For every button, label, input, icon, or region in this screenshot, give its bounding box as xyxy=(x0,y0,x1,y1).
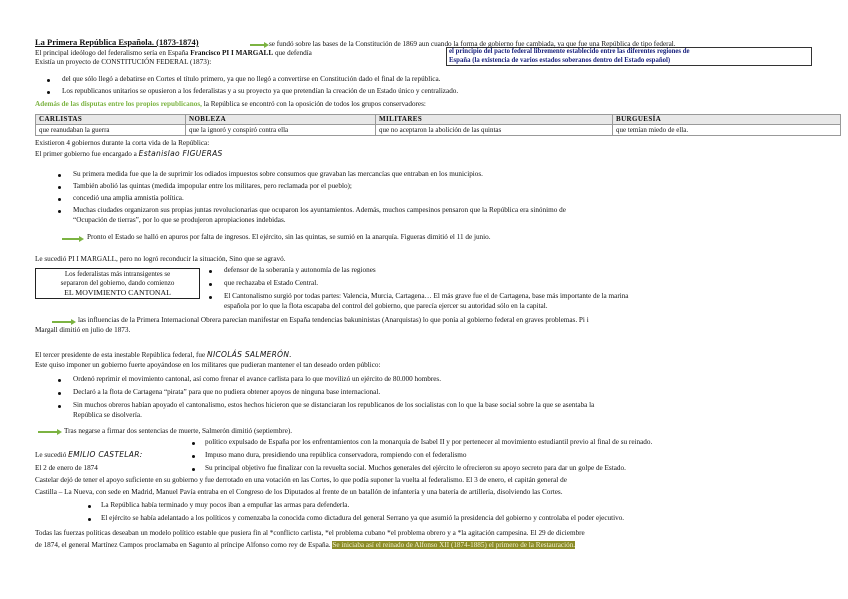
bullet-icon xyxy=(209,296,212,299)
bullet-icon xyxy=(209,283,212,286)
bullet-icon xyxy=(47,91,50,94)
figueras-bullet: También abolió las quintas (medida impopular entre los militares, pero reclamada por el pueblo); xyxy=(73,182,352,190)
ideologo-post: que defendía xyxy=(274,49,312,57)
ideologo-line xyxy=(35,49,312,58)
final-text: de 1874, el general Martínez Campos proclamaba en Sagunto al príncipe Alfonso como rey de España. xyxy=(35,541,331,549)
castelar-pre: Le sucedió xyxy=(35,451,67,459)
salmeron-bullet-cont: República se disolvería. xyxy=(73,411,142,419)
page-title: La Primera República Española. (1873-1874) xyxy=(35,37,199,47)
bullet-icon xyxy=(88,505,91,508)
table-header: NOBLEZA xyxy=(186,115,376,125)
pi-outcome-end: Margall dimitió en julio de 1873. xyxy=(35,326,131,334)
pi-bullet: defensor de la soberanía y autonomía de las regiones xyxy=(224,266,376,274)
disputas-line xyxy=(35,100,426,109)
intro-text: se fundó sobre las bases de la Constitución de 1869 aun cuando la forma de gobierno fue cambiada, ya que fue una República de tipo federal. xyxy=(269,40,676,48)
figueras-bullet: Muchas ciudades organizaron sus propias juntas revolucionarias que ocuparon los ayuntamientos. Además, muchos campesinos pensaron que la República era sinónimo de xyxy=(73,206,566,214)
ideologo-pre: El principal ideólogo del federalismo sería en España xyxy=(35,49,189,57)
cantonal-box-heading: EL MOVIMIENTO CANTONAL xyxy=(64,288,171,297)
ideologo-name: Francisco PI I MARGALL xyxy=(190,49,274,57)
figueras-bullet: concedió una amplia amnistía política. xyxy=(73,194,184,202)
note-line-2: España (la existencia de varios estados soberanos dentro del Estado español) xyxy=(449,56,671,64)
arrow-icon xyxy=(250,44,265,46)
bullet-icon xyxy=(58,405,61,408)
bullet-icon xyxy=(58,198,61,201)
cantonal-box xyxy=(35,268,200,299)
bullet-icon xyxy=(88,518,91,521)
end-bullet: El ejército se había adelantado a los políticos y comenzaba la conocida como dictadura del general Serrano ya que asumió la presidencia del gobierno y controlaba el poder ejecutivo. xyxy=(101,514,625,522)
figueras-name: Estanislao FIGUERAS xyxy=(138,149,223,158)
cantonal-box-line: separaron del gobierno, dando comienzo xyxy=(60,279,175,287)
bullet-icon xyxy=(58,186,61,189)
table-cell: que temían miedo de ella. xyxy=(613,125,841,136)
castelar-bullet: Impuso mano dura, presidiendo una república conservadora, rompiendo con el federalismo xyxy=(205,451,467,459)
table-cell: que reanudaban la guerra xyxy=(36,125,186,136)
castelar-bullet: político expulsado de España por los enfrentamientos con la monarquía de Isabel II y por pertenecer al movimiento estudiantil previo al final de su reinado. xyxy=(205,438,653,446)
intro-bullet: del que sólo llegó a debatirse en Cortes el título primero, ya que no llegó a convertirse en Constitución dado el final de la república. xyxy=(62,75,441,83)
conservative-groups-table xyxy=(35,114,841,136)
salmeron-line xyxy=(35,350,292,360)
arrow-icon xyxy=(52,321,72,323)
cantonal-box-line: Los federalistas más intransigentes se xyxy=(64,270,171,278)
restauracion-highlight: Se iniciaba así el reinado de Alfonso XII (1874-1885) el primero de la Restauración. xyxy=(332,541,576,549)
table-row xyxy=(36,125,841,136)
figueras-line xyxy=(35,149,223,159)
disputas-highlight: Además de las disputas entre los propios republicanos, xyxy=(35,100,202,108)
table-header: CARLISTAS xyxy=(36,115,186,125)
salmeron-bullet: Sin muchos obreros habían apoyado el cantonalismo, estos hechos hicieron que se distanciaran los republicanos de los socialistas con lo que la base social sobre la que se asentaba la xyxy=(73,401,595,409)
bullet-icon xyxy=(192,468,195,471)
salmeron-intro: Este quiso imponer un gobierno fuerte apoyándose en los militares que pudieran mantener el tan deseado orden público: xyxy=(35,361,381,369)
table-header: MILITARES xyxy=(376,115,613,125)
bullet-icon xyxy=(192,455,195,458)
enero-line: El 2 de enero de 1874 xyxy=(35,464,98,472)
arrow-icon xyxy=(38,431,58,433)
bullet-icon xyxy=(58,210,61,213)
proyecto-line: Existía un proyecto de CONSTITUCIÓN FEDERAL (1873): xyxy=(35,58,212,66)
table-header: BURGUESÍA xyxy=(613,115,841,125)
pi-outcome: las influencias de la Primera Internacional Obrera parecían manifestar en España tendencias bakuninistas (Anarquistas) lo que ponía al gobierno federal en graves problemas. Pi i xyxy=(78,316,589,324)
bullet-icon xyxy=(58,392,61,395)
bullet-icon xyxy=(192,442,195,445)
intro-bullet: Los republicanos unitarios se opusieron a los federalistas y a su proyecto ya que pretendían la creación de un Estado único y centralizado. xyxy=(62,87,459,95)
figueras-bullet-cont: “Ocupación de tierras”, por lo que se produjeron apropiaciones indebidas. xyxy=(73,216,286,224)
castelar-bullet: Su principal objetivo fue finalizar con la revuelta social. Muchos generales del ejército le ofrecieron su apoyo secreto para dar un golpe de Estado. xyxy=(205,464,626,472)
figueras-bullet: Su primera medida fue que la de suprimir los odiados impuestos sobre consumos que gravaban las mercancías que entraban en los municipios. xyxy=(73,170,483,178)
castelar-line xyxy=(35,450,143,460)
pi-bullet: que rechazaba el Estado Central. xyxy=(224,279,318,287)
bullet-icon xyxy=(209,270,212,273)
bullet-icon xyxy=(58,379,61,382)
end-bullet: La República había terminado y muy pocos iban a empuñar las armas para defenderla. xyxy=(101,501,350,509)
bullet-icon xyxy=(47,79,50,82)
table-cell: que la ignoró y conspiró contra ella xyxy=(186,125,376,136)
final-line-2 xyxy=(35,541,575,550)
pi-margall-line: Le sucedió PI I MARGALL, pero no logró reconducir la situación, Sino que se agravó. xyxy=(35,255,286,263)
salmeron-bullet: Declaró a la flota de Cartagena “pirata” para que no pudiera obtener apoyos de ninguna base internacional. xyxy=(73,388,381,396)
primer-pre: El primer gobierno fue encargado a xyxy=(35,150,137,158)
salmeron-name: NICOLÁS SALMERÓN. xyxy=(207,350,292,359)
table-cell: que no aceptaron la abolición de las quintas xyxy=(376,125,613,136)
pi-bullet-cont: española por lo que la flota escapaba del control del gobierno, que parecía ejercer su autoridad sólo en la capital. xyxy=(224,302,548,310)
castelar-name: EMILIO CASTELAR: xyxy=(68,450,143,459)
final-line: Todas las fuerzas políticas deseaban un modelo político estable que pusiera fin al *conflicto carlista, *el problema cubano *el problema obrero y a *la agitación campesina. El 29 de diciembre xyxy=(35,529,585,537)
disputas-rest: la República se encontró con la oposición de todos los grupos conservadores: xyxy=(203,100,426,108)
title-line xyxy=(35,38,199,48)
castelar-cont: Castilla – La Nueva, con sede en Madrid, Manuel Pavía entraba en el Congreso de los Diputados al frente de un batallón de infantería y una batería de artillería, disolviendo las Cortes. xyxy=(35,488,563,496)
note-line-1: el principio del pacto federal libremente establecido entre las diferentes regiones de xyxy=(449,48,690,55)
pi-bullet: El Cantonalismo surgió por todas partes: Valencia, Murcia, Cartagena… El más grave fue el de Cartagena, base más importante de la marina xyxy=(224,292,629,300)
figueras-outcome: Pronto el Estado se halló en apuros por falta de ingresos. El ejército, sin las quintas, se sumió en la anarquía. Figueras dimitió el 11 de junio. xyxy=(87,233,491,241)
pacto-federal-note xyxy=(446,47,812,66)
tercer-pre: El tercer presidente de esta inestable República federal, fue xyxy=(35,351,206,359)
salmeron-bullet: Ordenó reprimir el movimiento cantonal, así como frenar el avance carlista para lo que movilizó un ejército de 80.000 hombres. xyxy=(73,375,442,383)
existieron-line: Existieron 4 gobiernos durante la corta vida de la República: xyxy=(35,139,210,147)
bullet-icon xyxy=(58,174,61,177)
table-header-row xyxy=(36,115,841,125)
castelar-cont: Castelar dejó de tener el apoyo suficiente en su gobierno y fue derrotado en una votación en las Cortes, lo que podía suponer la vuelta al federalismo. El 3 de enero, el capitán general de xyxy=(35,476,567,484)
salmeron-outcome: Tras negarse a firmar dos sentencias de muerte, Salmerón dimitió (septiembre). xyxy=(64,427,293,435)
arrow-icon xyxy=(62,238,80,240)
